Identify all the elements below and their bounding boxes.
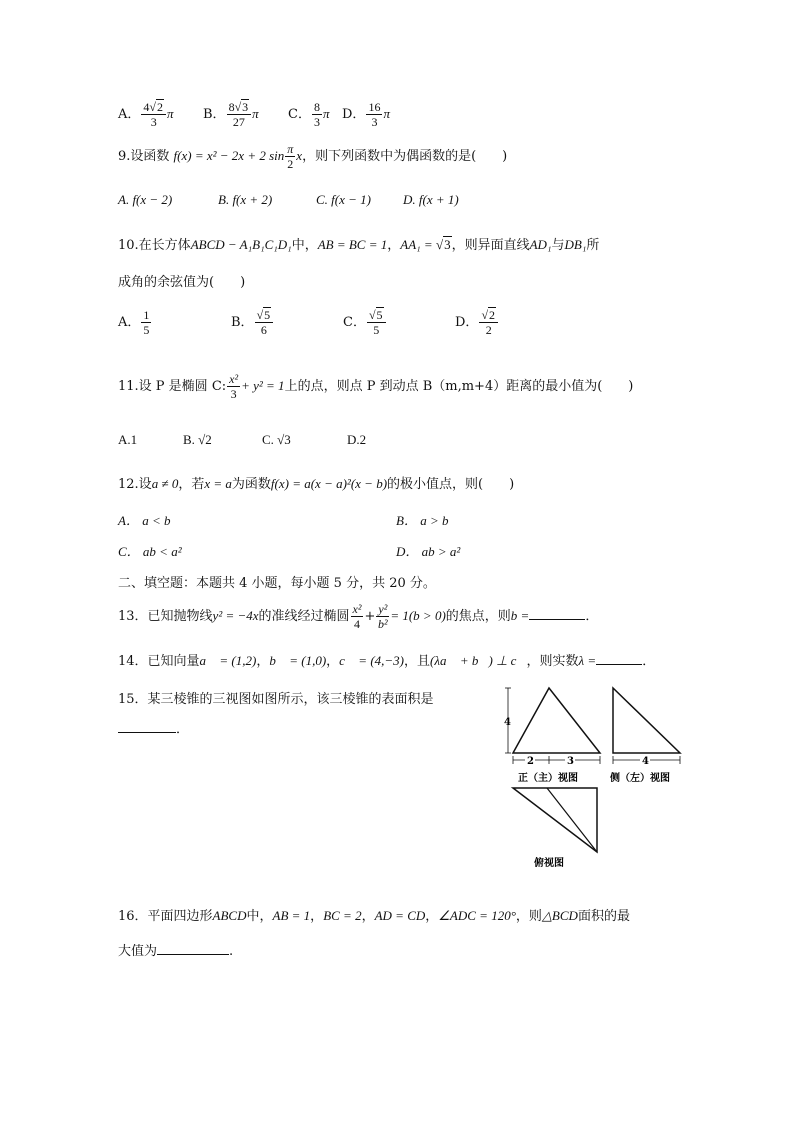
q12-option-c: C． ab < a² <box>118 544 182 559</box>
front-view <box>504 688 600 784</box>
question-12: 12.设a ≠ 0，若x = a为函数f(x) = a(x − a)²(x − b)的极小值点，则( ) <box>118 476 515 492</box>
base-label-2: 2 <box>527 756 534 767</box>
section-heading: 二、填空题：本题共 4 小题，每小题 5 分，共 20 分。 <box>118 576 436 591</box>
question-13: 13．已知抛物线y² = −4x的准线经过椭圆 $\frac{\text{x²}}{4}$ + $\frac{\text{y²}}{\text{b²}}$ = 1(b > 0)的焦点，则b = ． <box>118 602 599 631</box>
side-view <box>609 688 680 784</box>
question-9: 9.设函数 f(x) = x² − 2x + 2 sin $\frac{\pi}{2}$ x，则下列函数中为偶函数的是( ) <box>118 142 508 171</box>
height-label: 4 <box>504 717 511 728</box>
side-view-caption: 侧（左）视图 <box>610 773 670 784</box>
q11-option-c: C. √3 <box>262 432 291 447</box>
q9-option-d: D. f(x + 1) <box>403 192 459 207</box>
q8-option-d: D． $\frac{16}{3}$ π <box>342 100 390 129</box>
question-15-answer: ． <box>118 718 189 737</box>
question-16-line2: 大值为 . <box>118 944 234 959</box>
q9-option-b: B. f(x + 2) <box>218 192 273 207</box>
question-16-line1: 16．平面四边形ABCD中，AB = 1，BC = 2，AD = CD，∠ADC = 120°，则△BCD面积的最 <box>118 908 630 924</box>
q10-option-d: D． $\frac{√2}{2}$ <box>455 308 499 337</box>
q12-option-d: D． ab > a² <box>396 544 461 559</box>
question-10-line2: 成角的余弦值为( ) <box>118 275 246 290</box>
question-15: 15．某三棱锥的三视图如图所示，该三棱锥的表面积是 <box>118 692 434 707</box>
q12-option-b: B． a > b <box>396 513 449 528</box>
q8-option-a: A． $\frac{4√2}{3}$ π <box>118 100 174 129</box>
q9-option-c: C. f(x − 1) <box>316 192 371 207</box>
question-11: 11.设 P 是椭圆 C: $\frac{\text{x²}}{3}$ + y² = 1上的点，则点 P 到动点 B（m,m+4）距离的最小值为( ) <box>118 372 634 401</box>
question-10-line1: 10.在长方体ABCD − A₁B₁C₁D₁中，AB = BC = 1，AA₁ = √3，则异面直线AD₁与DB₁所 <box>118 237 600 253</box>
q10-option-a: A． $\frac{1}{5}$ <box>118 308 150 337</box>
answer-blank[interactable] <box>118 732 176 733</box>
q8-option-b: B． $\frac{8√3}{27}$ π <box>203 100 259 129</box>
front-view-caption: 正（主）视图 <box>518 773 578 784</box>
q10-option-b: B． $\frac{√5}{6}$ <box>231 308 274 337</box>
q11-option-b: B. √2 <box>183 432 212 447</box>
q11-option-d: D.2 <box>347 432 367 447</box>
q10-option-c: C． $\frac{√5}{5}$ <box>343 308 387 337</box>
answer-blank[interactable] <box>529 619 585 620</box>
q8-option-c: C． $\frac{8}{3}$ π <box>288 100 330 129</box>
answer-blank[interactable] <box>157 954 229 955</box>
q12-option-a: A． a < b <box>118 513 171 528</box>
question-14: 14．已知向量a⃗ = (1,2)，b⃗ = (1,0)，c⃗ = (4,−3)，且(λa⃗ + b⃗) ⊥ c⃗，则实数λ = ． <box>118 653 656 669</box>
answer-blank[interactable] <box>596 664 642 665</box>
three-view-figure <box>500 680 700 875</box>
q9-option-a: A. f(x − 2) <box>118 192 173 207</box>
top-view-caption: 俯视图 <box>534 858 564 869</box>
q11-option-a: A.1 <box>118 432 138 447</box>
side-base-label: 4 <box>642 756 649 767</box>
top-view <box>513 788 597 869</box>
base-label-3: 3 <box>567 756 574 767</box>
